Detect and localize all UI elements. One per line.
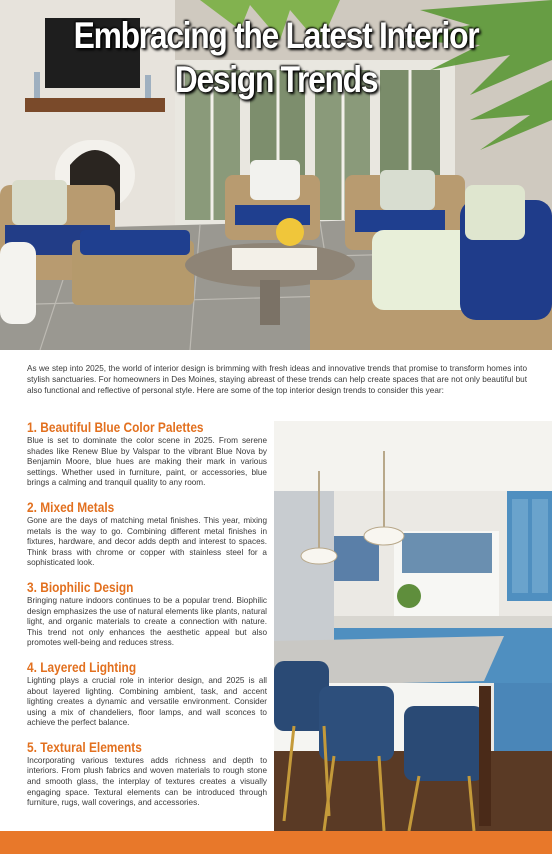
trend-section-blue-palettes xyxy=(27,419,267,489)
trend-section-biophilic xyxy=(27,579,267,649)
trend-section-textural xyxy=(27,739,267,809)
hero-photo-porch xyxy=(0,0,552,350)
footer-accent-bar xyxy=(0,831,552,854)
trend-body: Blue is set to dominate the color scene in 2025. From serene shades like Renew Blue by Valspar to the vibrant Blue Nova by Benjamin Moore, blue hues are making their mark in various settings. Whether used in furniture, paint, or accessories, blue brings a calming and tranquil quality to any room. xyxy=(27,436,267,488)
trend-section-layered-lighting xyxy=(27,659,267,729)
trend-section-mixed-metals xyxy=(27,499,267,569)
trends-list xyxy=(27,419,267,819)
trend-heading: 5. Textural Elements xyxy=(27,738,142,755)
trend-heading: 4. Layered Lighting xyxy=(27,658,137,675)
trend-body: Lighting plays a crucial role in interior design, and 2025 is all about layered lighting. Combining ambient, task, and accent lighting creates a dynamic and versatile environment. Consider using a mix of chandeliers, floor lamps, and wall sconces to achieve the perfect balance. xyxy=(27,675,267,728)
title-line-1: Embracing the Latest Interior xyxy=(73,15,479,56)
trend-heading: 1. Beautiful Blue Color Palettes xyxy=(27,419,204,435)
trend-body: Incorporating various textures adds richness and depth to interiors. From plush fabrics and woven materials to rough stone and smooth glass, the interplay of textures creates a visually engaging space. Textural elements can be introduced through furniture, rugs, wall coverings, and accessories. xyxy=(27,755,267,808)
trend-body: Gone are the days of matching metal finishes. This year, mixing metals is the way to go. Combining different metal finishes in fixtures, hardware, and decor adds depth and interest to spaces. Think brass with chrome or copper with stainless steel for a sophisticated look. xyxy=(27,515,267,568)
kitchen-illustration xyxy=(274,421,552,831)
intro-paragraph: As we step into 2025, the world of interior design is brimming with fresh ideas and innovative trends that promise to transform homes into stylish sanctuaries. For homeowners in Des Moines, staying abreast of these trends can help create spaces that are not only beautiful but also functional and reflective of personal style. Here are some of the top interior design trends to consider this year: xyxy=(27,364,527,396)
title-line-2: Design Trends xyxy=(174,59,378,100)
trend-heading: 2. Mixed Metals xyxy=(27,498,115,515)
trend-body: Bringing nature indoors continues to be a popular trend. Biophilic design emphasizes the use of natural elements like plants, natural light, and organic materials to create a connection with nature. This trend not only enhances the aesthetic appeal but also promotes well-being and reduces stress. xyxy=(27,595,267,648)
page-title xyxy=(39,14,514,102)
kitchen-photo xyxy=(274,421,552,831)
trend-heading: 3. Biophilic Design xyxy=(27,578,134,595)
